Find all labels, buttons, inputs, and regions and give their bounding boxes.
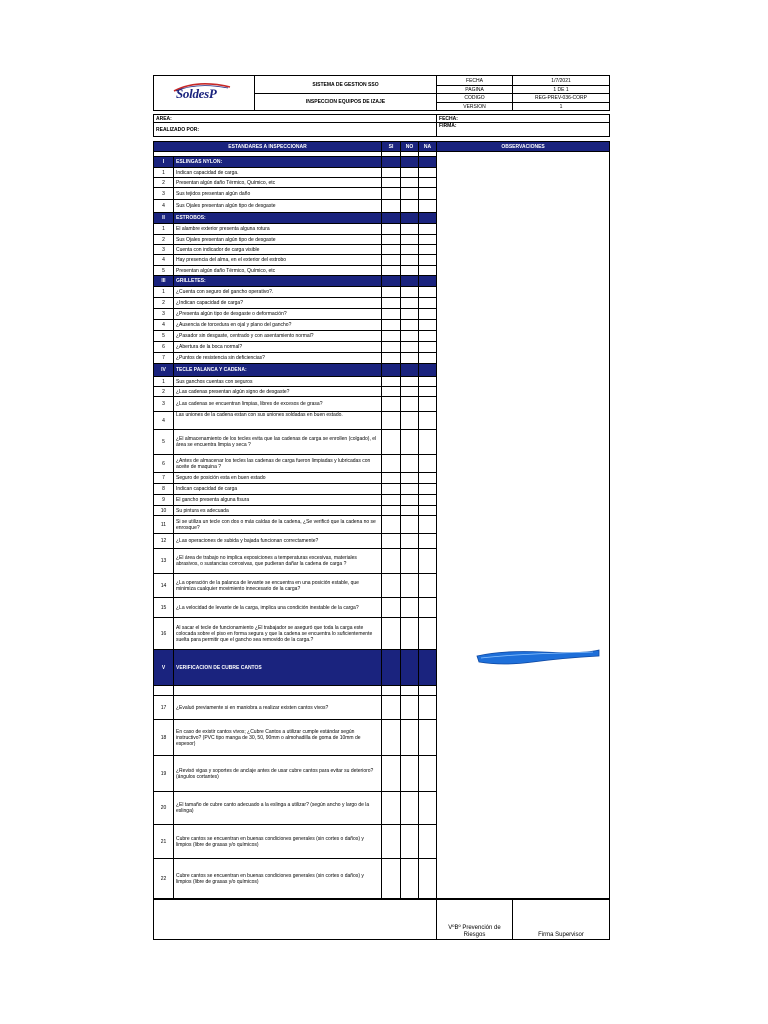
check-si[interactable]	[382, 309, 401, 320]
vb-prevencion-signature[interactable]: VºBº Prevención de Riesgos	[437, 900, 513, 940]
item-text: Seguro de posición esta en buen estado	[174, 473, 382, 484]
check-na[interactable]	[419, 397, 437, 412]
item-text: Sus tejidos presentan algún daño	[174, 188, 382, 200]
check-na[interactable]	[419, 387, 437, 397]
item-number: 2	[154, 235, 174, 245]
check-na[interactable]	[419, 178, 437, 188]
item-number: 9	[154, 495, 174, 506]
check-no[interactable]	[401, 549, 419, 574]
check-na[interactable]	[419, 534, 437, 549]
check-no[interactable]	[401, 506, 419, 516]
check-si[interactable]	[382, 430, 401, 455]
logo-cell	[154, 76, 255, 111]
item-number: 4	[154, 412, 174, 430]
item-number: 7	[154, 473, 174, 484]
check-no[interactable]	[401, 387, 419, 397]
check-no[interactable]	[401, 792, 419, 825]
check-na[interactable]	[419, 598, 437, 618]
check-no[interactable]	[401, 756, 419, 792]
check-na[interactable]	[419, 455, 437, 473]
fecha-meta-label: FECHA	[437, 76, 513, 86]
item-number: 1	[154, 224, 174, 235]
check-na[interactable]	[419, 549, 437, 574]
item-number: 2	[154, 298, 174, 309]
fecha-meta-value: 1/7/2021	[513, 76, 610, 86]
item-text: El alambre exterior presenta alguna rotura	[174, 224, 382, 235]
section-roman: V	[154, 650, 174, 686]
check-no[interactable]	[401, 397, 419, 412]
section-title: TECLE PALANCA Y CADENA:	[174, 364, 382, 377]
cubre-cantos-image	[473, 642, 603, 670]
check-na[interactable]	[419, 618, 437, 650]
check-no[interactable]	[401, 235, 419, 245]
col-si: SI	[382, 142, 401, 152]
check-si[interactable]	[382, 756, 401, 792]
item-number: 21	[154, 825, 174, 859]
item-number: 1	[154, 287, 174, 298]
item-number: 20	[154, 792, 174, 825]
check-na[interactable]	[419, 825, 437, 859]
item-text: ¿El almacenamiento de los tecles evita que las cadenas de carga se enrollen (colgado), el área se encuentra limpia y seca ?	[174, 430, 382, 455]
item-text: Su pintura es adecuada	[174, 506, 382, 516]
check-na[interactable]	[419, 320, 437, 331]
check-no[interactable]	[401, 430, 419, 455]
check-no[interactable]	[401, 618, 419, 650]
item-text: Cubre cantos se encuentran en buenas condiciones generales (sin cortes o daños) y limpios (libre de grasas y/o químicos)	[174, 825, 382, 859]
section-roman: III	[154, 276, 174, 287]
item-number: 3	[154, 397, 174, 412]
check-na[interactable]	[419, 309, 437, 320]
check-na[interactable]	[419, 224, 437, 235]
supervisor-signature[interactable]: Firma Supervisor	[513, 900, 610, 940]
item-number: 3	[154, 309, 174, 320]
item-text: Sus Ojales presentan algún tipo de desgaste	[174, 200, 382, 213]
item-number: 17	[154, 696, 174, 720]
item-number: 12	[154, 534, 174, 549]
pagina-value: 1 DE 1	[513, 86, 610, 94]
check-na[interactable]	[419, 720, 437, 756]
item-number: 15	[154, 598, 174, 618]
check-no[interactable]	[401, 298, 419, 309]
check-na[interactable]	[419, 342, 437, 353]
system-title: SISTEMA DE GESTION SSO	[255, 76, 437, 94]
check-si[interactable]	[382, 825, 401, 859]
check-si[interactable]	[382, 188, 401, 200]
col-no: NO	[401, 142, 419, 152]
item-text: ¿Evaluó previamente si en maniobra a realizar existen cantos vivos?	[174, 696, 382, 720]
check-no[interactable]	[401, 825, 419, 859]
item-number: 22	[154, 859, 174, 899]
company-logo: SoldesP	[176, 86, 217, 101]
item-text: En caso de existir cantos vivos; ¿Cubre Cantos a utilizar cumple estándar según instructivo? (PVC tipo manga de 30, 50, 90mm o almohadilla de goma de 10mm de espesor)	[174, 720, 382, 756]
col-standards: ESTANDARES A INSPECCIONAR	[154, 142, 382, 152]
check-si[interactable]	[382, 200, 401, 213]
item-number: 8	[154, 484, 174, 495]
check-si[interactable]	[382, 266, 401, 276]
check-na[interactable]	[419, 473, 437, 484]
item-text: ¿Las cadenas presentan algún signo de desgaste?	[174, 387, 382, 397]
check-si[interactable]	[382, 484, 401, 495]
check-si[interactable]	[382, 534, 401, 549]
check-no[interactable]	[401, 309, 419, 320]
item-number: 16	[154, 618, 174, 650]
check-no[interactable]	[401, 598, 419, 618]
item-text: Si se utiliza un tecle con dos o más caídas de la cadena, ¿Se verificó que la cadena no se enrosque?	[174, 516, 382, 534]
item-text: ¿Abertura de la boca normal?	[174, 342, 382, 353]
check-si[interactable]	[382, 377, 401, 387]
section-roman: II	[154, 213, 174, 224]
check-si[interactable]	[382, 387, 401, 397]
observaciones-area[interactable]	[437, 152, 610, 899]
item-text: ¿Antes de almacenar los tecles las cadenas de carga fueron limpiadas y lubricadas con aceite de maquina ?	[174, 455, 382, 473]
check-si[interactable]	[382, 287, 401, 298]
check-no[interactable]	[401, 331, 419, 342]
check-si[interactable]	[382, 397, 401, 412]
version-value: 1	[513, 103, 610, 111]
item-text: Sus Ojales presentan algún tipo de desgaste	[174, 235, 382, 245]
check-na[interactable]	[419, 255, 437, 266]
check-si[interactable]	[382, 792, 401, 825]
version-label: VERSION	[437, 103, 513, 111]
check-si[interactable]	[382, 168, 401, 178]
col-observaciones: OBSERVACIONES	[437, 142, 610, 152]
check-na[interactable]	[419, 756, 437, 792]
check-na[interactable]	[419, 298, 437, 309]
item-text: ¿Pasador sin desgaste, centrado y con asentamiento normal?	[174, 331, 382, 342]
check-na[interactable]	[419, 859, 437, 899]
item-number: 3	[154, 188, 174, 200]
item-text: ¿La operación de la palanca de levante se encuentra en una posición estable, que minimiza cualquier movimiento innecesario de la carga?	[174, 574, 382, 598]
area-field[interactable]: AREA:	[154, 115, 437, 123]
check-na[interactable]	[419, 168, 437, 178]
check-si[interactable]	[382, 320, 401, 331]
pagina-label: PAGINA	[437, 86, 513, 94]
check-no[interactable]	[401, 188, 419, 200]
item-number: 18	[154, 720, 174, 756]
check-na[interactable]	[419, 516, 437, 534]
check-na[interactable]	[419, 200, 437, 213]
check-no[interactable]	[401, 377, 419, 387]
check-na[interactable]	[419, 353, 437, 364]
item-number: 19	[154, 756, 174, 792]
item-text: ¿Indican capacidad de carga?	[174, 298, 382, 309]
check-si[interactable]	[382, 224, 401, 235]
check-no[interactable]	[401, 245, 419, 255]
check-na[interactable]	[419, 287, 437, 298]
inspection-sheet	[153, 75, 609, 940]
check-na[interactable]	[419, 235, 437, 245]
check-no[interactable]	[401, 455, 419, 473]
item-text: ¿El tamaño de cubre canto adecuado a la eslinga a utilizar? (según ancho y largo de la eslinga)	[174, 792, 382, 825]
item-number: 1	[154, 377, 174, 387]
check-si[interactable]	[382, 598, 401, 618]
item-number: 7	[154, 353, 174, 364]
check-si[interactable]	[382, 342, 401, 353]
item-text: Hay presencia del alma, en el exterior del estrobo	[174, 255, 382, 266]
check-no[interactable]	[401, 574, 419, 598]
check-no[interactable]	[401, 720, 419, 756]
item-text: ¿Cuenta con seguro del gancho operativo?.	[174, 287, 382, 298]
item-text: Sus ganchos cuentas con seguros	[174, 377, 382, 387]
check-si[interactable]	[382, 574, 401, 598]
check-no[interactable]	[401, 320, 419, 331]
check-no[interactable]	[401, 412, 419, 430]
item-text: Las uniones de la cadena estan con sus uniones soldadas en buen estado.	[174, 412, 382, 430]
item-text: ¿Presenta algún tipo de desgaste o deformación?	[174, 309, 382, 320]
item-text: Indican capacidad de carga.	[174, 168, 382, 178]
check-si[interactable]	[382, 495, 401, 506]
item-text: ¿Ausencia de torcedura en ojal y plano del gancho?	[174, 320, 382, 331]
check-na[interactable]	[419, 188, 437, 200]
check-no[interactable]	[401, 516, 419, 534]
section-title: ESLINGAS NYLON:	[174, 157, 382, 168]
item-text: Cubre cantos se encuentran en buenas condiciones generales (sin cortes o daños) y limpios (libre de grasas y/o químicos)	[174, 859, 382, 899]
check-no[interactable]	[401, 473, 419, 484]
section-title: VERIFICACION DE CUBRE CANTOS	[174, 650, 382, 686]
check-na[interactable]	[419, 506, 437, 516]
check-na[interactable]	[419, 430, 437, 455]
check-si[interactable]	[382, 331, 401, 342]
fecha-field[interactable]: FECHA:	[437, 115, 610, 123]
check-na[interactable]	[419, 377, 437, 387]
item-number: 2	[154, 387, 174, 397]
item-text: ¿Revisó vigas y soportes de anclaje antes de usar cubre cantos para evitar su deterioro? (ángulos cortantes)	[174, 756, 382, 792]
item-number: 14	[154, 574, 174, 598]
check-no[interactable]	[401, 484, 419, 495]
check-na[interactable]	[419, 696, 437, 720]
doc-title: INSPECCION EQUIPOS DE IZAJE	[255, 94, 437, 111]
check-na[interactable]	[419, 484, 437, 495]
item-number: 4	[154, 320, 174, 331]
check-si[interactable]	[382, 412, 401, 430]
check-si[interactable]	[382, 720, 401, 756]
check-na[interactable]	[419, 412, 437, 430]
item-number: 2	[154, 178, 174, 188]
check-no[interactable]	[401, 342, 419, 353]
item-text: ¿Las operaciones de subida y bajada funcionan correctamente?	[174, 534, 382, 549]
check-na[interactable]	[419, 792, 437, 825]
item-text: El gancho presenta alguna fisura	[174, 495, 382, 506]
check-si[interactable]	[382, 618, 401, 650]
item-number: 13	[154, 549, 174, 574]
check-si[interactable]	[382, 696, 401, 720]
check-na[interactable]	[419, 574, 437, 598]
check-no[interactable]	[401, 495, 419, 506]
item-text: ¿La velocidad de levante de la carga, implica una condición inestable de la carga?	[174, 598, 382, 618]
section-title: ESTROBOS:	[174, 213, 382, 224]
check-no[interactable]	[401, 696, 419, 720]
check-si[interactable]	[382, 353, 401, 364]
item-number: 10	[154, 506, 174, 516]
check-si[interactable]	[382, 255, 401, 266]
item-text: Indican capacidad de carga	[174, 484, 382, 495]
inspection-table	[153, 75, 610, 899]
check-si[interactable]	[382, 516, 401, 534]
item-text: ¿Puntos de resistencia sin deficiencias?	[174, 353, 382, 364]
item-number: 4	[154, 255, 174, 266]
item-number: 11	[154, 516, 174, 534]
item-number: 3	[154, 245, 174, 255]
section-roman: IV	[154, 364, 174, 377]
check-na[interactable]	[419, 245, 437, 255]
check-no[interactable]	[401, 255, 419, 266]
item-text: ¿Las cadenas se encuentran limpias, libres de excesos de grasa?	[174, 397, 382, 412]
check-si[interactable]	[382, 473, 401, 484]
item-number: 1	[154, 168, 174, 178]
item-number: 5	[154, 266, 174, 276]
check-no[interactable]	[401, 168, 419, 178]
item-text: ¿El área de trabajo no implica exposiciones a temperaturas excesivas, materiales abrasivos, o sustancias corrosivas, que pudieran dañar la cadena de carga ?	[174, 549, 382, 574]
firma-field[interactable]: FIRMA:	[437, 123, 610, 137]
signature-table	[153, 899, 610, 940]
item-number: 6	[154, 455, 174, 473]
item-number: 4	[154, 200, 174, 213]
section-roman: I	[154, 157, 174, 168]
check-no[interactable]	[401, 353, 419, 364]
check-na[interactable]	[419, 331, 437, 342]
item-text: Presentan algún daño Térmico, Químico, etc	[174, 266, 382, 276]
check-si[interactable]	[382, 455, 401, 473]
item-number: 6	[154, 342, 174, 353]
item-number: 5	[154, 430, 174, 455]
check-no[interactable]	[401, 287, 419, 298]
check-no[interactable]	[401, 534, 419, 549]
col-na: NA	[419, 142, 437, 152]
check-no[interactable]	[401, 266, 419, 276]
check-si[interactable]	[382, 298, 401, 309]
check-na[interactable]	[419, 266, 437, 276]
realizado-field[interactable]: REALIZADO POR:	[154, 123, 437, 137]
check-no[interactable]	[401, 224, 419, 235]
codigo-value: REG-PREV-036-CORP	[513, 94, 610, 103]
check-no[interactable]	[401, 200, 419, 213]
check-si[interactable]	[382, 506, 401, 516]
check-si[interactable]	[382, 235, 401, 245]
check-na[interactable]	[419, 495, 437, 506]
check-si[interactable]	[382, 178, 401, 188]
section-title: GRILLETES:	[174, 276, 382, 287]
codigo-label: CODIGO	[437, 94, 513, 103]
check-no[interactable]	[401, 859, 419, 899]
check-si[interactable]	[382, 859, 401, 899]
check-si[interactable]	[382, 245, 401, 255]
item-text: Al sacar el tecle de funcionamiento ¿El trabajador se aseguró que toda la carga este colocada sobre el piso en forma segura y que la cadena se encuentra lo suficientemente suelta para permitir que el gancho sea removido de la carga.?	[174, 618, 382, 650]
check-si[interactable]	[382, 549, 401, 574]
item-text: Presentan algún daño Térmico, Químico, etc	[174, 178, 382, 188]
item-text: Cuenta con indicador de carga visible	[174, 245, 382, 255]
check-no[interactable]	[401, 178, 419, 188]
item-number: 5	[154, 331, 174, 342]
